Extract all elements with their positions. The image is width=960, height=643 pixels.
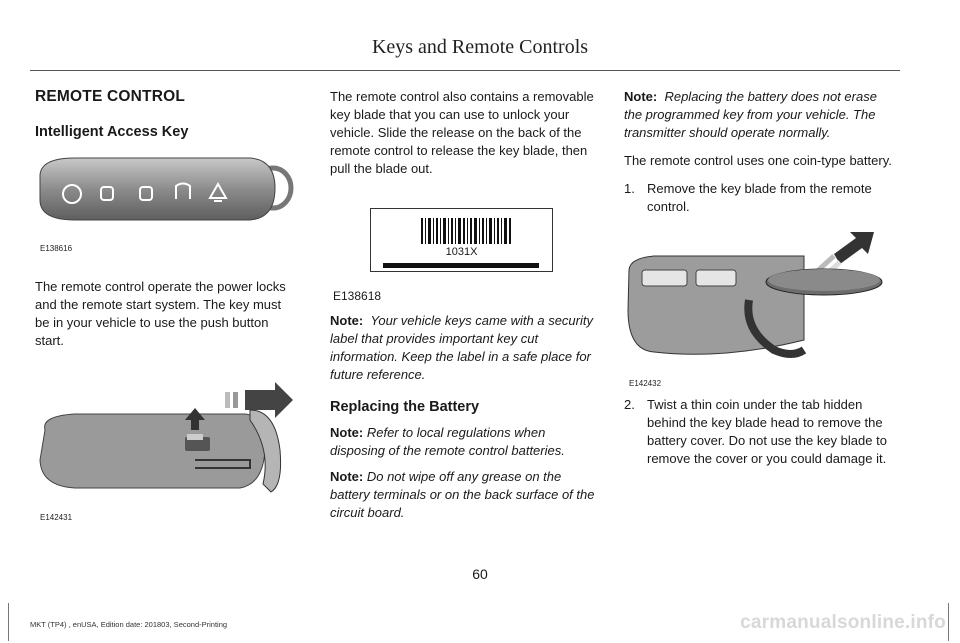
note-text: Do not wipe off any grease on the battery terminals or on the back surface of the circuit board.	[330, 469, 595, 520]
list-number: 2.	[624, 397, 635, 412]
key-blade-illustration	[35, 380, 295, 515]
crop-mark-left	[8, 603, 9, 641]
column-left	[35, 88, 295, 530]
column-middle	[330, 88, 600, 522]
section-heading-battery: Replacing the Battery	[330, 399, 480, 415]
crop-mark-right	[948, 603, 949, 641]
note-text: Replacing the battery does not erase the programmed key from your vehicle. The transmitter should operate normally.	[624, 89, 877, 140]
paragraph-coin-battery: The remote control uses one coin-type battery.	[624, 153, 892, 168]
figure-intelligent-key	[35, 154, 295, 262]
arrow-up-right-icon	[834, 232, 874, 264]
figure-remove-key-blade	[624, 230, 896, 390]
header-rule	[30, 70, 900, 71]
paragraph-key-blade: The remote control also contains a removable key blade that you can use to unlock your vehicle. Slide the release on the back of the remote control to release the key blade, then pull the blade out.	[330, 89, 594, 176]
list-number: 1.	[624, 181, 635, 196]
edition-info: MKT (TP4) , enUSA, Edition date: 201803, Second-Printing	[30, 620, 228, 629]
figure-code: E142432	[629, 379, 662, 388]
figure-code: E142431	[40, 513, 73, 522]
note-programmed-key	[624, 88, 896, 142]
intelligent-key-illustration	[35, 154, 295, 246]
figure-security-label	[330, 208, 600, 303]
page-header-title: Keys and Remote Controls	[371, 36, 589, 58]
note-grease	[330, 468, 600, 522]
page-number: 60	[472, 566, 488, 582]
figure-code: E138616	[40, 244, 73, 253]
subheading: Intelligent Access Key	[35, 124, 189, 140]
note-label: Note:	[330, 313, 364, 328]
note-label: Note:	[330, 425, 364, 440]
note-label: Note:	[330, 469, 364, 484]
list-item	[624, 396, 896, 468]
list-item	[624, 180, 896, 216]
figure-key-blade-release	[35, 380, 295, 530]
label-strip	[383, 263, 539, 268]
list-text: Remove the key blade from the remote control.	[647, 181, 872, 214]
note-text: Refer to local regulations when disposing of the remote control batteries.	[330, 425, 565, 458]
note-disposal	[330, 424, 600, 460]
note-text: Your vehicle keys came with a security label that provides important key cut information. Keep the label in a safe place for future reference.	[330, 313, 593, 382]
watermark: carmanualsonline.info	[740, 612, 946, 633]
paragraph-remote-control: The remote control operate the power locks and the remote start system. The key must be in your vehicle to use the push button start.	[35, 279, 286, 348]
section-heading: REMOTE CONTROL	[35, 88, 186, 105]
column-right	[624, 88, 896, 468]
figure-code: E138618	[333, 289, 382, 303]
barcode-icon	[421, 218, 511, 244]
label-code-text: 1031X	[445, 246, 478, 258]
note-security-label	[330, 312, 600, 384]
security-label	[370, 208, 553, 272]
note-label: Note:	[624, 89, 658, 104]
remove-blade-illustration	[624, 230, 896, 375]
list-text: Twist a thin coin under the tab hidden behind the key blade head to remove the battery cover. Do not use the key blade to remove the cover or you could damage it.	[647, 397, 887, 466]
